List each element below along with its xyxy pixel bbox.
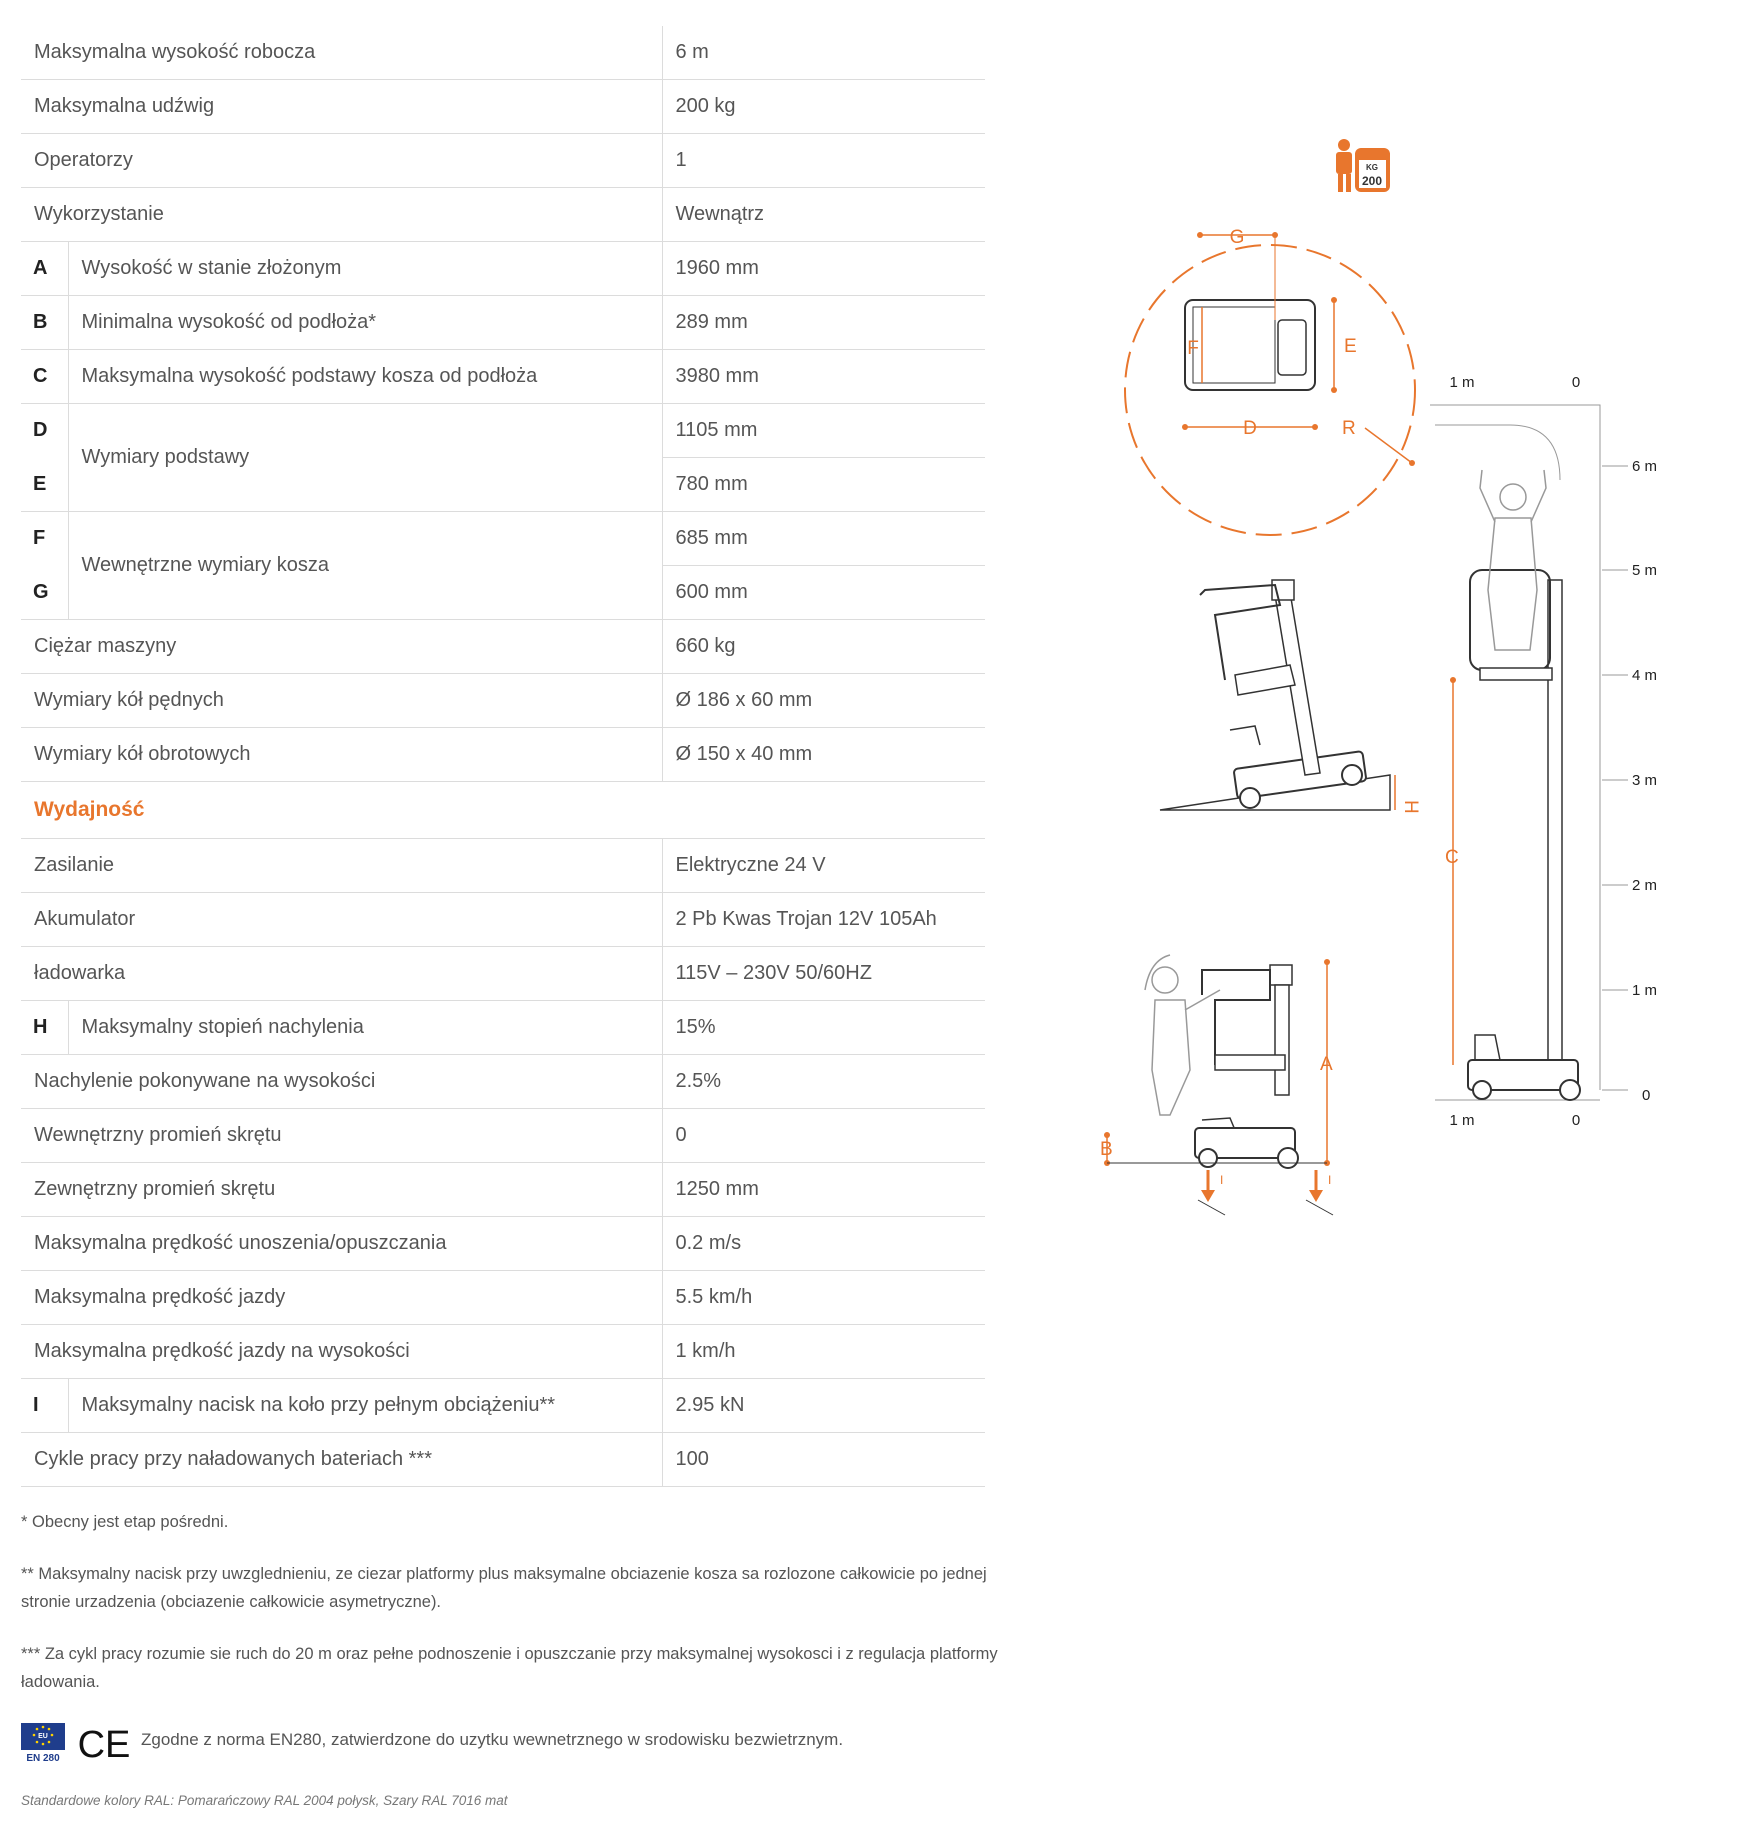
spec-label: Wysokość w stanie złożonym	[68, 242, 662, 296]
dim-letter: C	[21, 350, 68, 404]
spec-label: Minimalna wysokość od podłoża*	[68, 296, 662, 350]
section-row	[21, 782, 985, 839]
spec-value: 685 mm	[662, 512, 985, 566]
spec-value: Elektryczne 24 V	[662, 839, 985, 893]
footnote-1: * Obecny jest etap pośredni.	[21, 1513, 229, 1531]
spec-label: Ciężar maszyny	[21, 620, 662, 674]
spec-value: 2 Pb Kwas Trojan 12V 105Ah	[662, 893, 985, 947]
dim-label-b: B	[1100, 1139, 1113, 1160]
ral-colors-note: Standardowe kolory RAL: Pomarańczowy RAL 2004 połysk, Szary RAL 7016 mat	[21, 1793, 508, 1808]
dim-label-g: G	[1229, 227, 1245, 248]
spec-value: 100	[662, 1433, 985, 1487]
footnote-3: *** Za cykl pracy rozumie sie ruch do 20 m oraz pełne podnoszenie i opuszczanie przy maksymalnej wysokosci i z regulacja platformy ładowania.	[21, 1645, 998, 1691]
spec-table	[21, 26, 985, 1487]
table-row	[21, 404, 985, 458]
table-row	[21, 512, 985, 566]
scale-0: 0	[1642, 1087, 1651, 1104]
top-view	[1125, 227, 1415, 535]
dim-label-i2: I	[1328, 1173, 1332, 1187]
spec-label: Maksymalna wysokość robocza	[21, 26, 662, 80]
spec-label: Nachylenie pokonywane na wysokości	[21, 1055, 662, 1109]
dim-letter: A	[21, 242, 68, 296]
section-title: Wydajność	[21, 782, 985, 839]
table-row	[21, 296, 985, 350]
spec-label: Zasilanie	[21, 839, 662, 893]
operator-load-icon	[1336, 139, 1390, 192]
dim-label-h: H	[1400, 800, 1421, 814]
spec-value: 200 kg	[662, 80, 985, 134]
spec-label: ładowarka	[21, 947, 662, 1001]
eu-en280-badge-icon	[21, 1723, 65, 1763]
spec-value: Ø 150 x 40 mm	[662, 728, 985, 782]
table-row	[21, 80, 985, 134]
scale-4m: 4 m	[1632, 667, 1658, 684]
spec-value: 1 km/h	[662, 1325, 985, 1379]
spec-label: Maksymalna prędkość unoszenia/opuszczania	[21, 1217, 662, 1271]
spec-value: 1105 mm	[662, 404, 985, 458]
folded-view	[1100, 955, 1333, 1215]
dim-label-d: D	[1243, 418, 1257, 439]
spec-label: Maksymalna wysokość podstawy kosza od podłoża	[68, 350, 662, 404]
dim-label-e: E	[1344, 336, 1357, 357]
dim-letter: G	[21, 566, 68, 620]
table-row	[21, 839, 985, 893]
table-row	[21, 1325, 985, 1379]
spec-value: 1960 mm	[662, 242, 985, 296]
spec-label: Maksymalny nacisk na koło przy pełnym obciążeniu**	[68, 1379, 662, 1433]
spec-value: 660 kg	[662, 620, 985, 674]
table-row	[21, 134, 985, 188]
table-row	[21, 26, 985, 80]
scale-bottom-1m: 1 m	[1449, 1112, 1475, 1129]
height-scale	[1430, 374, 1657, 1129]
table-row	[21, 350, 985, 404]
table-row	[21, 1433, 985, 1487]
ce-mark-icon	[77, 1724, 131, 1762]
table-row	[21, 620, 985, 674]
spec-value: 2.5%	[662, 1055, 985, 1109]
spec-value: 780 mm	[662, 458, 985, 512]
spec-label: Cykle pracy przy naładowanych bateriach ***	[21, 1433, 662, 1487]
dim-letter: B	[21, 296, 68, 350]
dim-letter: D	[21, 404, 68, 458]
spec-label: Wymiary podstawy	[68, 404, 662, 512]
spec-label: Zewnętrzny promień skrętu	[21, 1163, 662, 1217]
spec-value: 0	[662, 1109, 985, 1163]
spec-label: Wymiary kół obrotowych	[21, 728, 662, 782]
spec-value: 1250 mm	[662, 1163, 985, 1217]
footnotes	[21, 1508, 1011, 1720]
table-row	[21, 1001, 985, 1055]
spec-label: Maksymalna prędkość jazdy	[21, 1271, 662, 1325]
table-row	[21, 674, 985, 728]
spec-label: Operatorzy	[21, 134, 662, 188]
spec-value: 1	[662, 134, 985, 188]
certification	[21, 1722, 1011, 1766]
dim-letter: H	[21, 1001, 68, 1055]
table-row	[21, 728, 985, 782]
machine-diagram	[1090, 130, 1690, 1250]
spec-value: 289 mm	[662, 296, 985, 350]
table-row	[21, 188, 985, 242]
spec-label: Maksymalna udźwig	[21, 80, 662, 134]
table-row	[21, 1109, 985, 1163]
spec-label: Wymiary kół pędnych	[21, 674, 662, 728]
spec-label: Wykorzystanie	[21, 188, 662, 242]
table-row	[21, 947, 985, 1001]
spec-value: Wewnątrz	[662, 188, 985, 242]
table-row	[21, 1217, 985, 1271]
scale-bottom-0: 0	[1571, 1112, 1581, 1129]
kg-value: 200	[1361, 174, 1383, 188]
dim-label-r: R	[1342, 418, 1356, 439]
spec-value: 115V – 230V 50/60HZ	[662, 947, 985, 1001]
extended-lift	[1445, 470, 1580, 1100]
spec-label: Wewnętrzne wymiary kosza	[68, 512, 662, 620]
table-row	[21, 1379, 985, 1433]
table-row	[21, 242, 985, 296]
dim-letter: I	[21, 1379, 68, 1433]
spec-value: 0.2 m/s	[662, 1217, 985, 1271]
scale-3m: 3 m	[1632, 772, 1658, 789]
scale-5m: 5 m	[1632, 562, 1658, 579]
spec-value: 15%	[662, 1001, 985, 1055]
table-row	[21, 893, 985, 947]
dim-label-f: F	[1187, 338, 1199, 359]
spec-value: 2.95 kN	[662, 1379, 985, 1433]
en280-label: EN 280	[26, 1753, 60, 1763]
spec-value: Ø 186 x 60 mm	[662, 674, 985, 728]
scale-top-1m: 1 m	[1449, 374, 1475, 391]
spec-label: Maksymalna prędkość jazdy na wysokości	[21, 1325, 662, 1379]
scale-top-0: 0	[1571, 374, 1581, 391]
scale-1m: 1 m	[1632, 982, 1658, 999]
dim-letter: E	[21, 458, 68, 512]
kg-label: KG	[1366, 163, 1378, 172]
dim-label-a: A	[1320, 1054, 1333, 1075]
spec-value: 5.5 km/h	[662, 1271, 985, 1325]
spec-label: Akumulator	[21, 893, 662, 947]
table-row	[21, 1163, 985, 1217]
spec-value: 6 m	[662, 26, 985, 80]
dim-label-i1: I	[1220, 1173, 1224, 1187]
table-row	[21, 1055, 985, 1109]
ramp-view	[1160, 580, 1421, 814]
spec-label: Wewnętrzny promień skrętu	[21, 1109, 662, 1163]
table-row	[21, 1271, 985, 1325]
scale-2m: 2 m	[1632, 877, 1658, 894]
eu-label: EU	[38, 1733, 48, 1740]
spec-value: 3980 mm	[662, 350, 985, 404]
dim-label-c: C	[1445, 847, 1459, 868]
footnote-2: ** Maksymalny nacisk przy uwzglednieniu, ze ciezar platformy plus maksymalne obciazenie kosza sa rozlozone całkowicie po jednej stronie urzadzenia (obciazenie całkowicie asymetryczne).	[21, 1565, 987, 1611]
spec-value: 600 mm	[662, 566, 985, 620]
ce-label: CE	[77, 1724, 131, 1762]
cert-text: Zgodne z norma EN280, zatwierdzone do uzytku wewnetrznego w srodowisku bezwietrznym.	[141, 1730, 844, 1749]
scale-6m: 6 m	[1632, 458, 1658, 475]
spec-label: Maksymalny stopień nachylenia	[68, 1001, 662, 1055]
dim-letter: F	[21, 512, 68, 566]
